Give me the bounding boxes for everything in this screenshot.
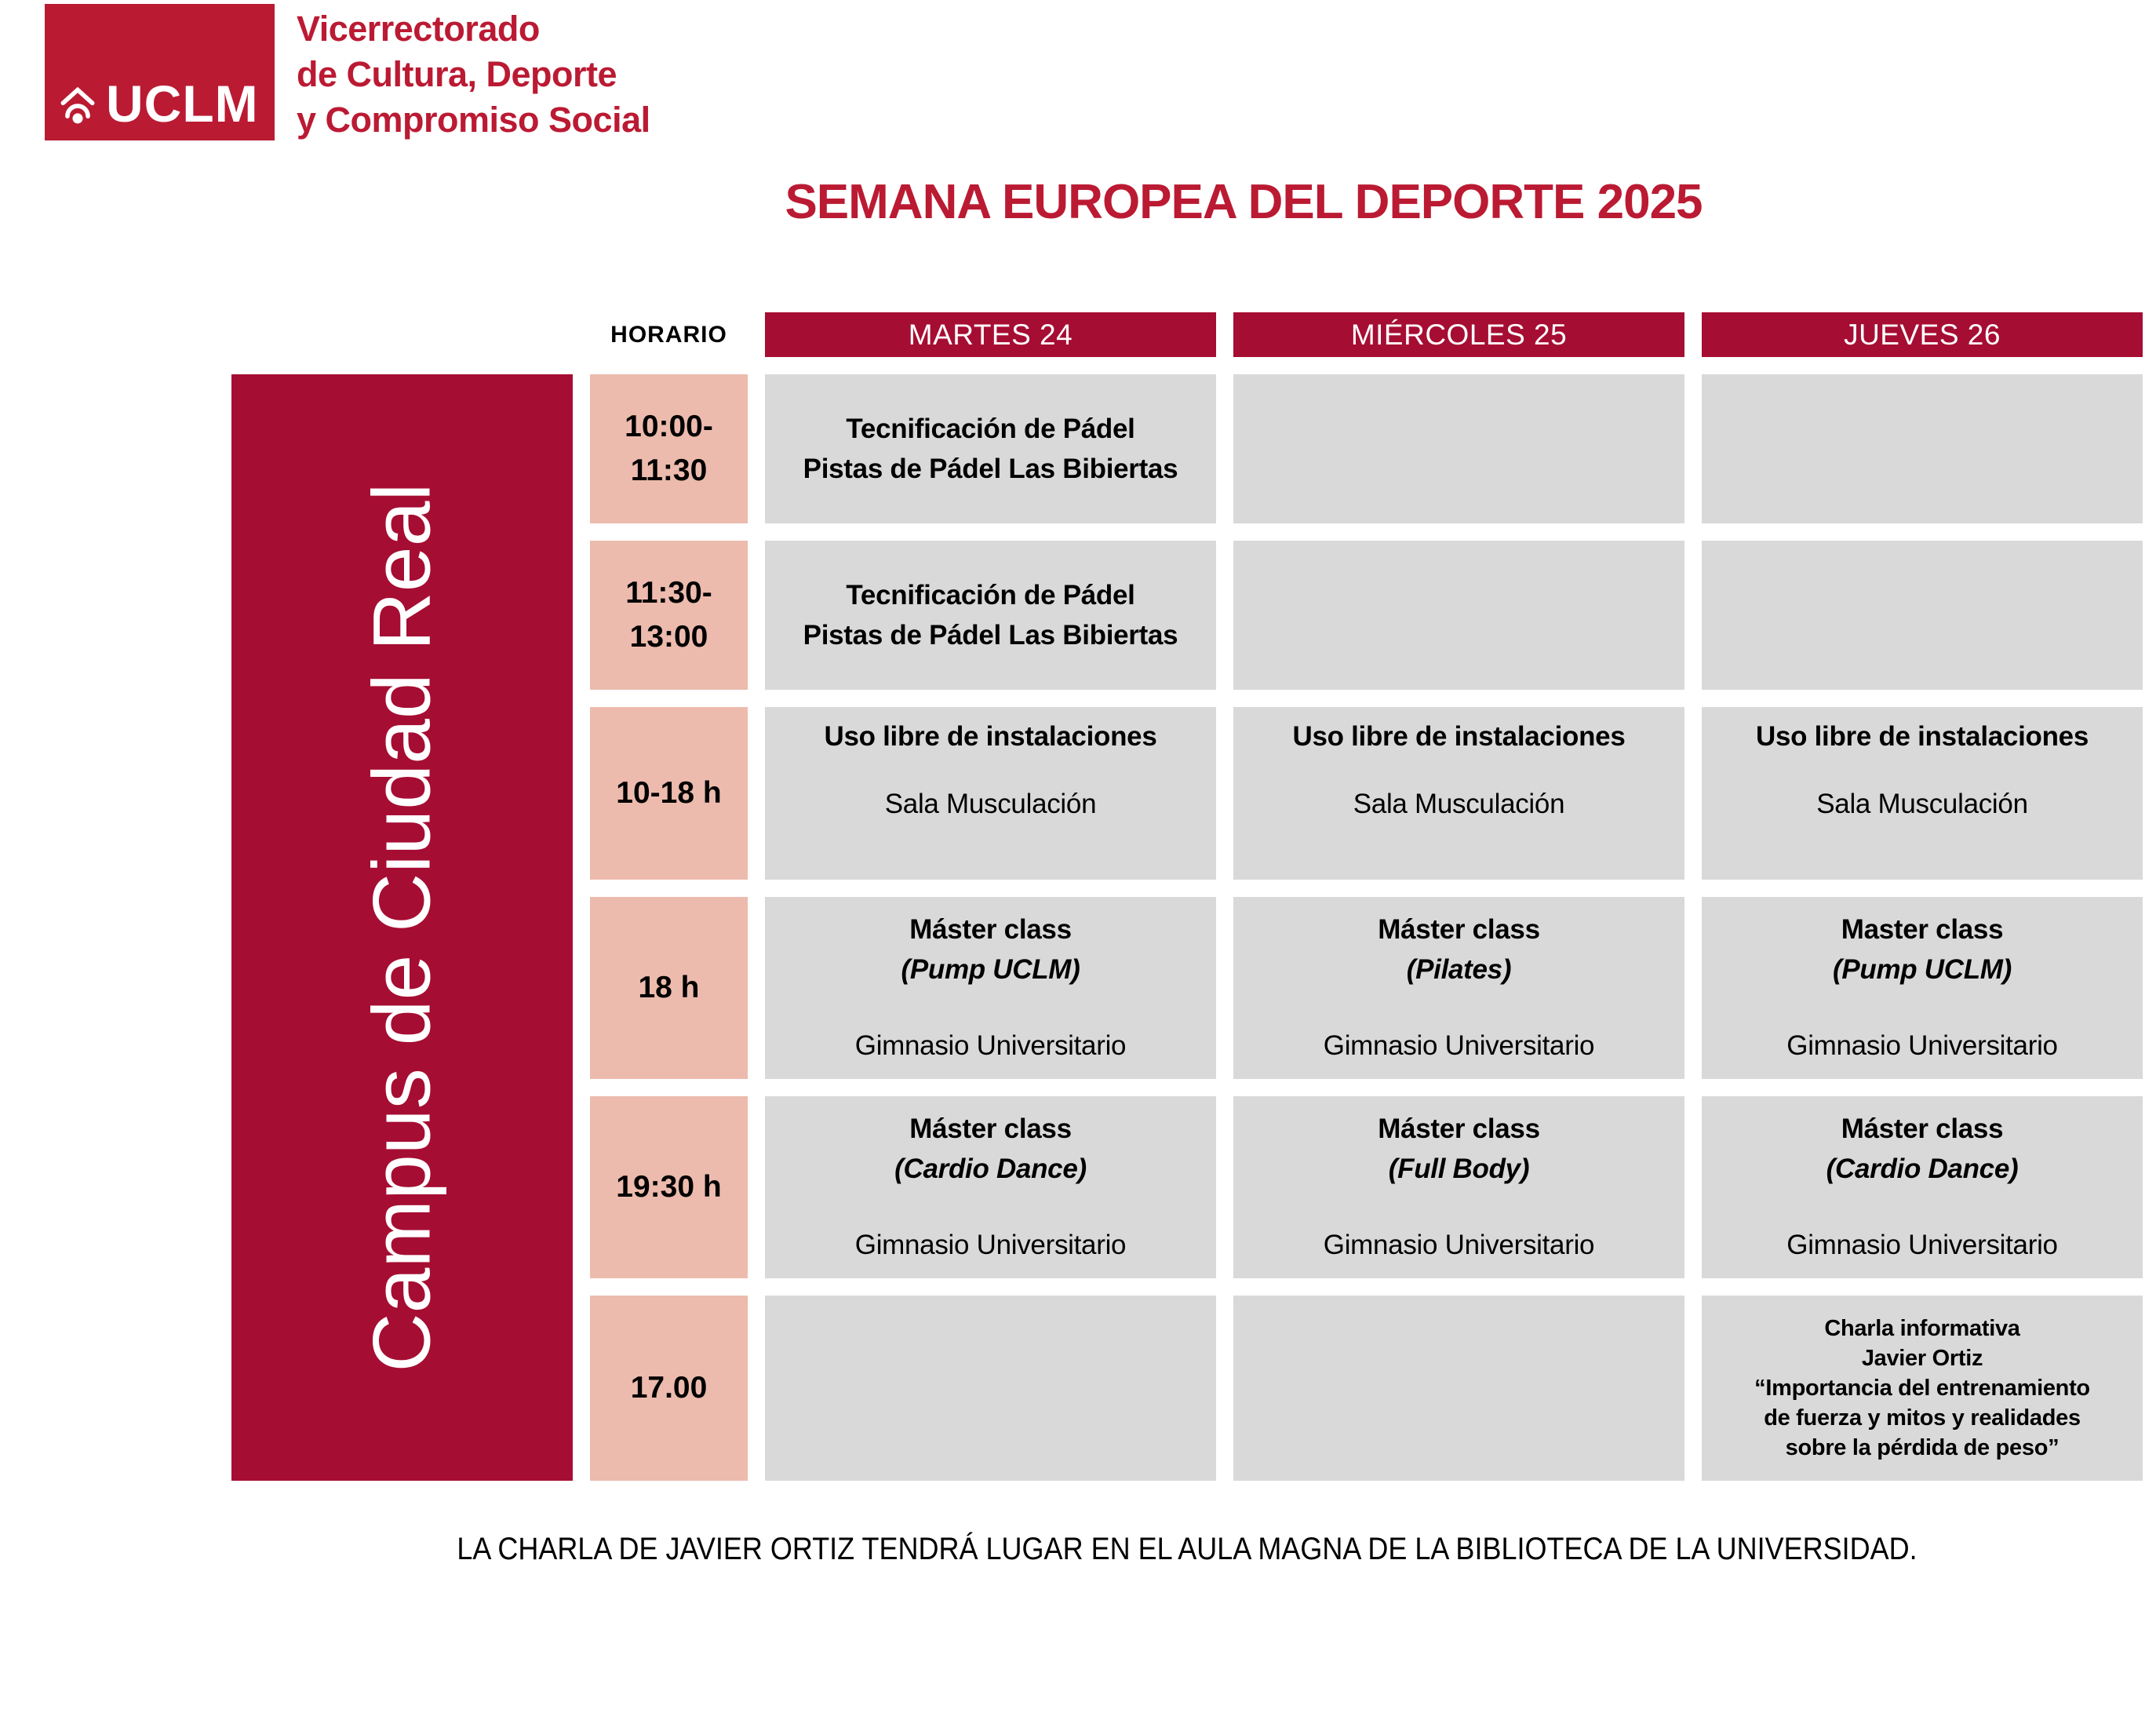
announcement-line: de fuerza y mitos y realidades xyxy=(1764,1405,2081,1431)
activity-title-group xyxy=(901,909,1080,990)
time-text: 10-18 h xyxy=(616,776,722,810)
time-cell xyxy=(590,707,748,880)
activity-location: Sala Musculación xyxy=(1353,789,1565,819)
schedule-cell-jueves-1700 xyxy=(1702,1296,2143,1481)
campus-band xyxy=(231,374,573,1481)
activity-location: Gimnasio Universitario xyxy=(1786,1230,2058,1260)
time-cell xyxy=(590,541,748,690)
schedule-cell-jueves-1018 xyxy=(1702,707,2143,880)
activity-title: Uso libre de instalaciones xyxy=(1755,721,2089,752)
time-text: 17.00 xyxy=(630,1371,708,1405)
activity-class-name: (Pump UCLM) xyxy=(901,954,1080,985)
uclm-logo xyxy=(45,4,275,140)
activity-title: Máster class xyxy=(1841,1113,2004,1144)
campus-label: Campus de Ciudad Real xyxy=(356,483,447,1372)
activity-class-name: (Cardio Dance) xyxy=(1826,1154,2019,1184)
horario-label: HORARIO xyxy=(610,321,727,348)
announcement-line: Charla informativa xyxy=(1824,1316,2020,1341)
schedule-cell-jueves-1130-empty xyxy=(1702,541,2143,690)
activity-location: Sala Musculación xyxy=(884,789,1097,819)
activity-class-name: (Pilates) xyxy=(1406,954,1512,985)
activity-title-group xyxy=(1378,909,1540,990)
activity-title: Máster class xyxy=(909,914,1072,945)
time-text: 11:30- xyxy=(625,576,712,610)
activity-location: Pistas de Pádel Las Bibiertas xyxy=(803,620,1178,651)
dept-line-3: y Compromiso Social xyxy=(297,100,650,140)
schedule-cell-jueves-1930 xyxy=(1702,1096,2143,1278)
uclm-emblem-icon xyxy=(56,84,100,129)
time-text: 18 h xyxy=(638,971,700,1004)
activity-location: Gimnasio Universitario xyxy=(854,1230,1127,1260)
schedule-cell-martes-1700-empty xyxy=(765,1296,1216,1481)
dept-line-1: Vicerrectorado xyxy=(297,9,540,49)
activity-title: Uso libre de instalaciones xyxy=(824,721,1157,752)
schedule-table xyxy=(231,312,2143,1481)
schedule-cell-miercoles-1700-empty xyxy=(1233,1296,1684,1481)
activity-location: Gimnasio Universitario xyxy=(854,1030,1127,1061)
schedule-cell-martes-1130 xyxy=(765,541,1216,690)
activity-class-name: (Full Body) xyxy=(1388,1154,1530,1184)
activity-location: Sala Musculación xyxy=(1816,789,2028,819)
schedule-cell-miercoles-1000-empty xyxy=(1233,374,1684,523)
day-header-miercoles: MIÉRCOLES 25 xyxy=(1233,312,1684,357)
activity-location: Pistas de Pádel Las Bibiertas xyxy=(803,454,1178,484)
announcement-line: “Importancia del entrenamiento xyxy=(1754,1376,2090,1401)
uclm-acronym: UCLM xyxy=(106,75,259,133)
activity-title: Uso libre de instalaciones xyxy=(1292,721,1626,752)
activity-location: Gimnasio Universitario xyxy=(1786,1030,2058,1061)
time-cell xyxy=(590,374,748,523)
schedule-cell-jueves-18 xyxy=(1702,897,2143,1079)
time-text: 10:00- xyxy=(625,410,713,443)
department-name xyxy=(297,6,650,143)
time-text: 13:00 xyxy=(629,620,708,654)
time-cell xyxy=(590,1096,748,1278)
activity-class-name: (Cardio Dance) xyxy=(894,1154,1087,1184)
time-text: 19:30 h xyxy=(616,1170,722,1204)
schedule-cell-miercoles-1930 xyxy=(1233,1096,1684,1278)
schedule-cell-miercoles-18 xyxy=(1233,897,1684,1079)
schedule-cell-martes-1930 xyxy=(765,1096,1216,1278)
activity-location: Gimnasio Universitario xyxy=(1323,1230,1595,1260)
schedule-cell-miercoles-1130-empty xyxy=(1233,541,1684,690)
dept-line-2: de Cultura, Deporte xyxy=(297,54,617,94)
activity-title: Tecnificación de Pádel xyxy=(846,580,1135,611)
activity-title-group xyxy=(1378,1109,1540,1189)
schedule-cell-martes-1018 xyxy=(765,707,1216,880)
announcement-line: Javier Ortiz xyxy=(1861,1346,1983,1371)
activity-title: Master class xyxy=(1841,914,2004,945)
schedule-cell-jueves-1000-empty xyxy=(1702,374,2143,523)
schedule-cell-miercoles-1018 xyxy=(1233,707,1684,880)
activity-title-group xyxy=(1833,909,2012,990)
schedule-cell-martes-18 xyxy=(765,897,1216,1079)
time-text: 11:30 xyxy=(630,454,708,487)
activity-title: Máster class xyxy=(909,1113,1072,1144)
day-header-martes: MARTES 24 xyxy=(765,312,1216,357)
time-cell xyxy=(590,897,748,1079)
activity-title-group xyxy=(1826,1109,2019,1189)
page-title: SEMANA EUROPEA DEL DEPORTE 2025 xyxy=(785,175,1703,229)
activity-class-name: (Pump UCLM) xyxy=(1832,954,2012,985)
activity-title: Máster class xyxy=(1378,914,1540,945)
activity-title: Máster class xyxy=(1378,1113,1540,1144)
activity-location: Gimnasio Universitario xyxy=(1323,1030,1595,1061)
activity-title-group xyxy=(894,1109,1087,1189)
schedule-cell-martes-1000 xyxy=(765,374,1216,523)
footnote: LA CHARLA DE JAVIER ORTIZ TENDRÁ LUGAR EN EL AULA MAGNA DE LA BIBLIOTECA DE LA UNIVERSIDAD. xyxy=(457,1532,1917,1566)
time-cell xyxy=(590,1296,748,1481)
day-header-jueves: JUEVES 26 xyxy=(1702,312,2143,357)
activity-title: Tecnificación de Pádel xyxy=(846,414,1135,444)
announcement-line: sobre la pérdida de peso” xyxy=(1785,1435,2059,1460)
